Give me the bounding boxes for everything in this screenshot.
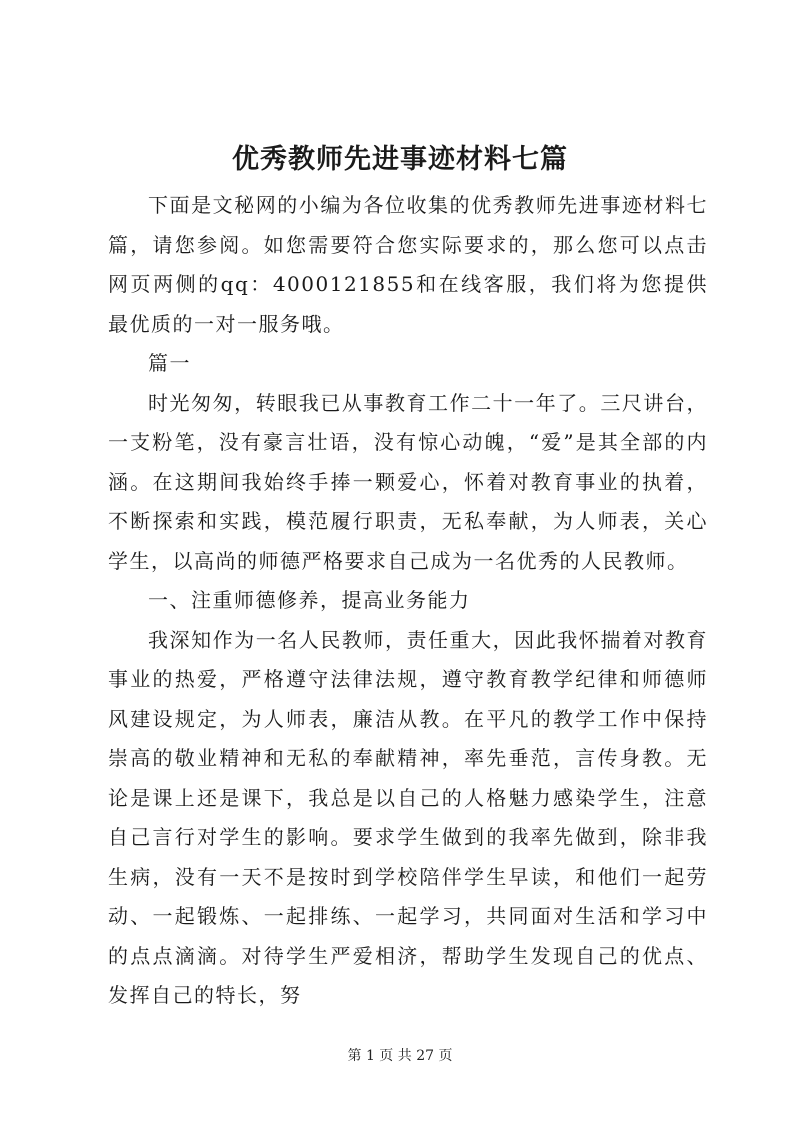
document-body	[108, 186, 708, 1016]
intro-paragraph: 下面是文秘网的小编为各位收集的优秀教师先进事迹材料七篇，请您参阅。如您需要符合您实际要求的，那么您可以点击网页两侧的qq：4000121855和在线客服，我们将为您提供最优质的一对一服务哦。	[108, 193, 708, 336]
paragraph-1: 时光匆匆，转眼我已从事教育工作二十一年了。三尺讲台，一支粉笔，没有豪言壮语，没有惊心动魄，“爱”是其全部的内涵。在这期间我始终手捧一颗爱心，怀着对教育事业的执着，不断探索和实践，模范履行职责，无私奉献，为人师表，关心学生，以高尚的师德严格要求自己成为一名优秀的人民教师。	[108, 390, 708, 573]
page-footer: 第 1 页 共 27 页	[347, 1048, 453, 1064]
paragraph-2: 我深知作为一名人民教师，责任重大，因此我怀揣着对教育事业的热爱，严格遵守法律法规，遵守教育教学纪律和师德师风建设规定，为人师表，廉洁从教。在平凡的教学工作中保持崇高的敬业精神和无私的奉献精神，率先垂范，言传身教。无论是课上还是课下，我总是以自己的人格魅力感染学生，注意自己言行对学生的影响。要求学生做到的我率先做到，除非我生病，没有一天不是按时到学校陪伴学生早读，和他们一起劳动、一起锻炼、一起排练、一起学习，共同面对生活和学习中的点点滴滴。对待学生严爱相济，帮助学生发现自己的优点、发挥自己的特长，努	[108, 627, 708, 1007]
section-heading-1: 一、注重师德修养，提高业务能力	[148, 588, 471, 612]
section-label: 篇一	[148, 351, 191, 375]
document-title: 优秀教师先进事迹材料七篇	[232, 144, 568, 175]
